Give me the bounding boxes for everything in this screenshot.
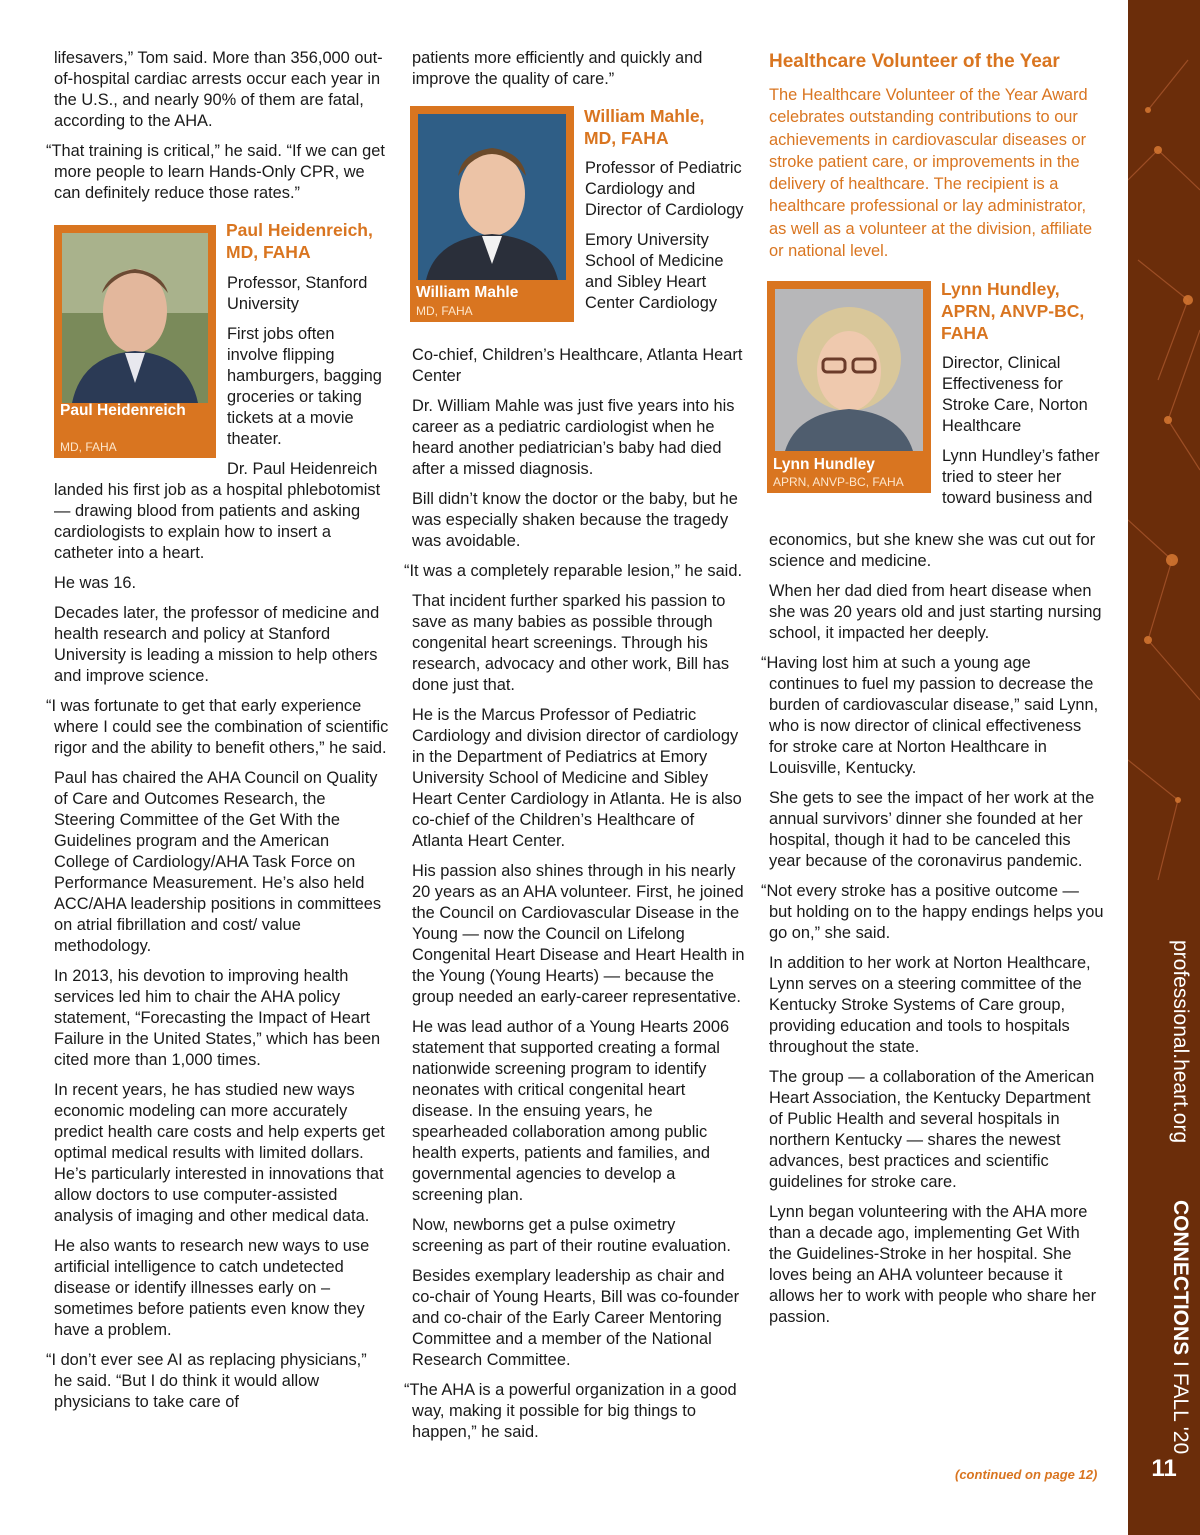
william-mahle-photo	[418, 114, 566, 280]
paragraph: In recent years, he has studied new ways economic modeling can more accurately predict health care costs and help experts get optimal medical results with limited dollars. He’s particularly interested in innovations that allow doctors to use computer-assisted analysis of imaging and other medical data.	[54, 1081, 385, 1225]
paragraph: economics, but she knew she was cut out for science and medicine.	[769, 531, 1096, 570]
continued-note: (continued on page 12)	[955, 1467, 1098, 1482]
photo-caption-name: William Mahle	[416, 284, 519, 301]
section-title: Healthcare Volunteer of the Year	[769, 51, 1060, 72]
paragraph: First jobs often involve flipping hamburgers, bagging groceries or taking tickets at a movie theater.	[227, 325, 382, 448]
quote-paragraph: “That training is critical,” he said. “If we can get more people to learn Hands-Only CPR, we can definitely reduce those rates.”	[46, 142, 385, 202]
photo-caption-title: MD, FAHA	[416, 304, 473, 318]
william-mahle-photo-card	[410, 106, 574, 322]
lynn-hundley-photo	[775, 289, 923, 451]
paragraph: Lynn Hundley’s father tried to steer her toward business and	[942, 447, 1100, 507]
william-mahle-heading: William Mahle, MD, FAHA	[584, 106, 705, 148]
william-mahle-body	[404, 345, 747, 1452]
column-1	[46, 48, 389, 213]
magazine-name: CONNECTIONS	[1169, 1200, 1192, 1356]
paragraph: Lynn began volunteering with the AHA more than a decade ago, implementing Get With the Guidelines-Stroke in her hospital. She loves being an AHA volunteer because it allows her to work with people who share her passion.	[769, 1203, 1097, 1326]
paragraph: Dr. Paul Heidenreich	[227, 460, 378, 478]
paul-heidenreich-photo	[62, 233, 208, 403]
separator: I	[1169, 1361, 1192, 1367]
paragraph: Paul has chaired the AHA Council on Quality of Care and Outcomes Research, the Steering Committee of the Get With the Guidelines program and the American College of Cardiology/AHA Task Force on Performance Measurement. He’s also held ACC/AHA leadership positions in committees on atrial fibrillation and cost/ value methodology.	[54, 769, 382, 955]
paragraph: His passion also shines through in his nearly 20 years as an AHA volunteer. First, he joined the Council on Cardiovascular Disease in the Young — now the Council on Lifelong Congenital Heart Disease and Heart Health in the Young (Young Hearts) — because the group needed an early-career representative.	[412, 862, 745, 1006]
photo-caption-title: MD, FAHA	[60, 440, 117, 454]
paragraph: In addition to her work at Norton Healthcare, Lynn serves on a steering committee of the Kentucky Stroke Systems of Care group, providing education and tools to hospitals throughout the state.	[769, 954, 1091, 1056]
paragraph: He is the Marcus Professor of Pediatric Cardiology and division director of cardiology in the Department of Pediatrics at Emory University School of Medicine and Sibley Heart Center Cardiology in Atlanta. He is also co-chief of the Children’s Healthcare of Atlanta Heart Center.	[412, 706, 742, 850]
paragraph: He also wants to research new ways to use artificial intelligence to catch undetected disease or identify illnesses early on – sometimes before patients even know they have a problem.	[54, 1237, 370, 1339]
paragraph: landed his first job as a hospital phlebotomist — drawing blood from patients and asking cardiologists to explain how to insert a catheter into a heart.	[54, 481, 381, 562]
issue-label: FALL '20	[1169, 1372, 1192, 1455]
page-number: 11	[1151, 1455, 1177, 1482]
paul-heidenreich-photo-card	[54, 225, 216, 458]
paragraph: Now, newborns get a pulse oximetry screening as part of their routine evaluation.	[412, 1216, 731, 1255]
lynn-hundley-sidebar-text	[942, 353, 1102, 518]
paragraph: patients more efficiently and quickly and improve the quality of care.”	[412, 49, 703, 88]
paragraph: Bill didn’t know the doctor or the baby, but he was especially shaken because the tragedy was avoidable.	[412, 490, 738, 550]
paragraph: Professor of Pediatric Cardiology and Director of Cardiology	[585, 159, 744, 219]
photo-caption-name: Paul Heidenreich	[60, 402, 186, 419]
quote-paragraph: “It was a completely reparable lesion,” he said.	[404, 562, 742, 580]
paragraph: She gets to see the impact of her work at the annual survivors’ dinner she founded at her hospital, though it had to be canceled this year because of the coronavirus pandemic.	[769, 789, 1095, 870]
lynn-hundley-heading: Lynn Hundley, APRN, ANVP-BC, FAHA	[941, 279, 1085, 343]
portrait-image	[62, 233, 208, 403]
paragraph: Besides exemplary leadership as chair and co-chair of Young Hearts, Bill was co-founder and co-chair of the Early Career Mentoring Committee and a member of the National Research Committee.	[412, 1267, 740, 1369]
right-sidebar	[1128, 0, 1200, 1535]
column-2-intro	[412, 48, 742, 99]
paragraph: Professor, Stanford University	[227, 274, 368, 313]
paul-heidenreich-body	[46, 480, 389, 1422]
portrait-image	[418, 114, 566, 280]
quote-paragraph: “The AHA is a powerful organization in a good way, making it possible for big things to happen,” he said.	[404, 1381, 737, 1441]
quote-paragraph: “Having lost him at such a young age continues to fuel my passion to decrease the burden of cardiovascular disease,” said Lynn, who is now director of clinical effectiveness for stroke care at Norton Healthcare in Louisville, Kentucky.	[761, 654, 1099, 777]
section-intro: The Healthcare Volunteer of the Year Award celebrates outstanding contributions to our achievements in cardiovascular diseases or stroke patient care, or improvements in the delivery of healthcare. The recipient is a healthcare professional or lay administrator, as well as a volunteer at the division, affiliate or national level.	[769, 86, 1093, 261]
paul-heidenreich-heading: Paul Heidenreich, MD, FAHA	[226, 220, 373, 262]
paragraph: Co-chief, Children’s Healthcare, Atlanta Heart Center	[412, 346, 743, 385]
paragraph: He was lead author of a Young Hearts 2006 statement that supported creating a formal nationwide screening program to identify neonates with critical congenital heart disease. In the ensuing years, he spearheaded collaboration among public health experts, patients and families, and governmental agencies to develop a screening plan.	[412, 1018, 730, 1204]
paragraph: Dr. William Mahle was just five years into his career as a pediatric cardiologist when he heard another pediatrician’s baby had died after a missed diagnosis.	[412, 397, 735, 478]
paragraph: lifesavers,” Tom said. More than 356,000 out-of-hospital cardiac arrests occur each year in the U.S., and nearly 90% of them are fatal, according to the AHA.	[54, 49, 383, 130]
paragraph: That incident further sparked his passion to save as many babies as possible through congenital heart screenings. Through his research, advocacy and other work, Bill has done just that.	[412, 592, 730, 694]
paragraph: He was 16.	[54, 574, 136, 592]
website-url: professional.heart.org	[1169, 940, 1192, 1144]
portrait-image	[775, 289, 923, 451]
quote-paragraph: “I was fortunate to get that early experience where I could see the combination of scientific rigor and the ability to benefit others,” he said.	[46, 697, 389, 757]
paragraph: Decades later, the professor of medicine and health research and policy at Stanford University is leading a mission to help others and improve science.	[54, 604, 380, 685]
paragraph: In 2013, his devotion to improving health services led him to chair the AHA policy statement, “Forecasting the Impact of Heart Failure in the United States,” which has been cited more than 1,000 times.	[54, 967, 381, 1069]
paragraph: When her dad died from heart disease when she was 20 years old and just starting nursing school, it impacted her deeply.	[769, 582, 1102, 642]
photo-caption-name: Lynn Hundley	[773, 456, 875, 473]
magazine-issue	[1168, 1200, 1192, 1454]
photo-caption-title: APRN, ANVP-BC, FAHA	[773, 475, 904, 489]
lynn-hundley-photo-card	[767, 281, 931, 493]
quote-paragraph: “I don’t ever see AI as replacing physicians,” he said. “But I do think it would allow physicians to take care of	[46, 1351, 367, 1411]
paragraph: Director, Clinical Effectiveness for Stroke Care, Norton Healthcare	[942, 354, 1088, 435]
lynn-hundley-body	[761, 530, 1104, 1337]
paragraph: The group — a collaboration of the American Heart Association, the Kentucky Department of Public Health and several hospitals in northern Kentucky — shares the newest advances, best practices and scientific guidelines for stroke care.	[769, 1068, 1095, 1191]
paul-heidenreich-sidebar-text	[227, 273, 389, 489]
quote-paragraph: “Not every stroke has a positive outcome — but holding on to the happy endings helps you go on,” she said.	[761, 882, 1104, 942]
paragraph: Emory University School of Medicine and Sibley Heart Center Cardiology	[585, 231, 724, 312]
william-mahle-sidebar-text	[585, 158, 745, 323]
